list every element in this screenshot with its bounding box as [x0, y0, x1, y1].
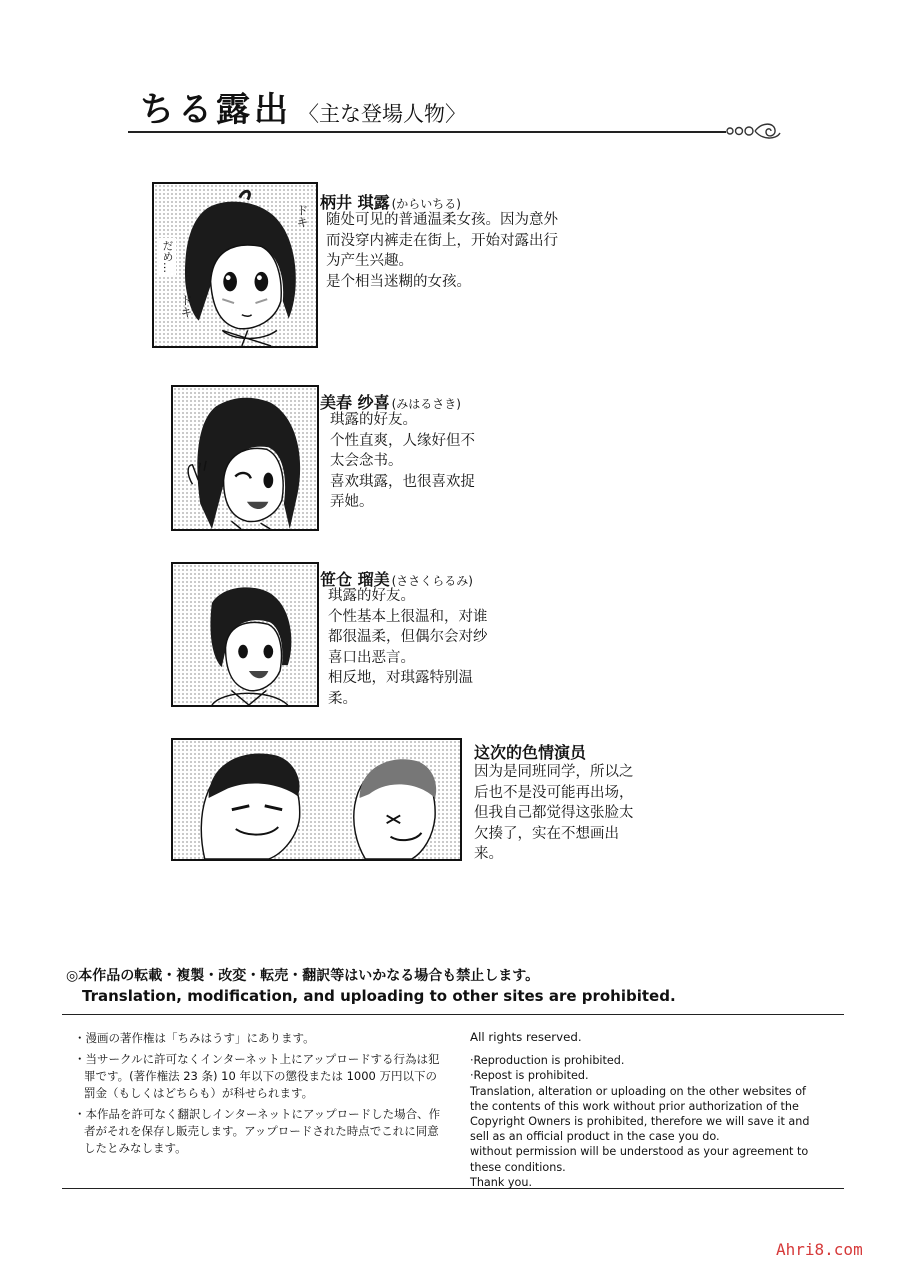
character-desc-rumi: 琪露的好友。 个性基本上很温和，对谁 都很温柔，但偶尔会对纱 喜口出恶言。 相反地，对琪露特别温 柔。 — [328, 588, 488, 707]
character-panel-saki — [171, 385, 319, 531]
panel-sfx-doki-2: ドキ — [179, 294, 193, 318]
character-name: 这次的色情演员 — [474, 743, 587, 762]
legal-bottom-divider — [62, 1188, 844, 1189]
panel-sfx-doki-1: ドキ — [295, 204, 309, 228]
character-name: 笹仓 瑠美 — [320, 570, 390, 589]
character-name: 美春 纱喜 — [320, 393, 390, 412]
title-underline — [128, 131, 726, 133]
character-panel-actors — [171, 738, 462, 861]
legal-top-divider — [62, 1014, 844, 1015]
page-title — [140, 82, 466, 132]
chiru-portrait-icon — [154, 184, 316, 346]
character-panel-rumi — [171, 562, 319, 707]
saki-portrait-icon — [173, 387, 317, 529]
legal-jp-item: ・漫画の著作権は「ちみはうす」にあります。 — [74, 1031, 315, 1045]
character-reading: (ささくらるみ) — [391, 574, 473, 588]
site-watermark: Ahri8.com — [776, 1240, 863, 1259]
character-panel-chiru — [152, 182, 318, 348]
legal-jp-item: ・当サークルに許可なくインターネット上にアップロードする行為は犯罪です。(著作権法 23 条) 10 年以下の懲役または 1000 万円以下の罰金（もしくはどちらも）が科せられます。 — [74, 1052, 440, 1100]
title-subtitle: 〈主な登場人物〉 — [298, 102, 466, 126]
legal-japanese — [74, 1030, 446, 1161]
actors-portrait-icon — [173, 740, 460, 859]
legal-en-rights: All rights reserved. — [470, 1030, 582, 1044]
character-desc-actors: 因为是同班同学，所以之 后也不是没可能再出场， 但我自己都觉得这张脸太 欠揍了，实在不想画出 来。 — [474, 764, 634, 862]
rumi-portrait-icon — [173, 564, 317, 705]
character-name-actors — [474, 740, 586, 763]
notice-english: Translation, modification, and uploading to other sites are prohibited. — [82, 987, 676, 1005]
character-desc-chiru: 随处可见的普通温柔女孩。因为意外 而没穿内裤走在街上，开始对露出行 为产生兴趣。 是个相当迷糊的女孩。 — [326, 212, 558, 290]
title-main: ちる露出 — [140, 90, 292, 130]
notice-japanese: ◎本作品の転載・複製・改変・転売・翻訳等はいかなる場合も禁止します。 — [66, 968, 540, 984]
character-reading: (からいちる) — [391, 197, 461, 211]
flourish-ornament-icon — [722, 118, 784, 144]
character-name: 柄井 琪露 — [320, 193, 390, 212]
legal-jp-item: ・本作品を許可なく翻訳しインターネットにアップロードした場合、作者がそれを保存し販売します。アップロードされた時点でこれに同意したとみなします。 — [74, 1107, 441, 1155]
panel-speech-dame: だめ… — [158, 238, 176, 275]
legal-en-body: ·Reproduction is prohibited. ·Repost is prohibited. Translation, alteration or uploading on the other websites of the contents of this work without prior authorization of the Copyright Owners is prohibited, therefore we will save it and sell as an official product in the case you do. without permission will be understood as your agreement to these conditions. Thank you. — [470, 1054, 810, 1189]
character-reading: (みはるさき) — [391, 397, 461, 411]
legal-english — [470, 1030, 842, 1190]
character-desc-saki: 琪露的好友。 个性直爽，人缘好但不 太会念书。 喜欢琪露，也很喜欢捉 弄她。 — [330, 412, 475, 510]
